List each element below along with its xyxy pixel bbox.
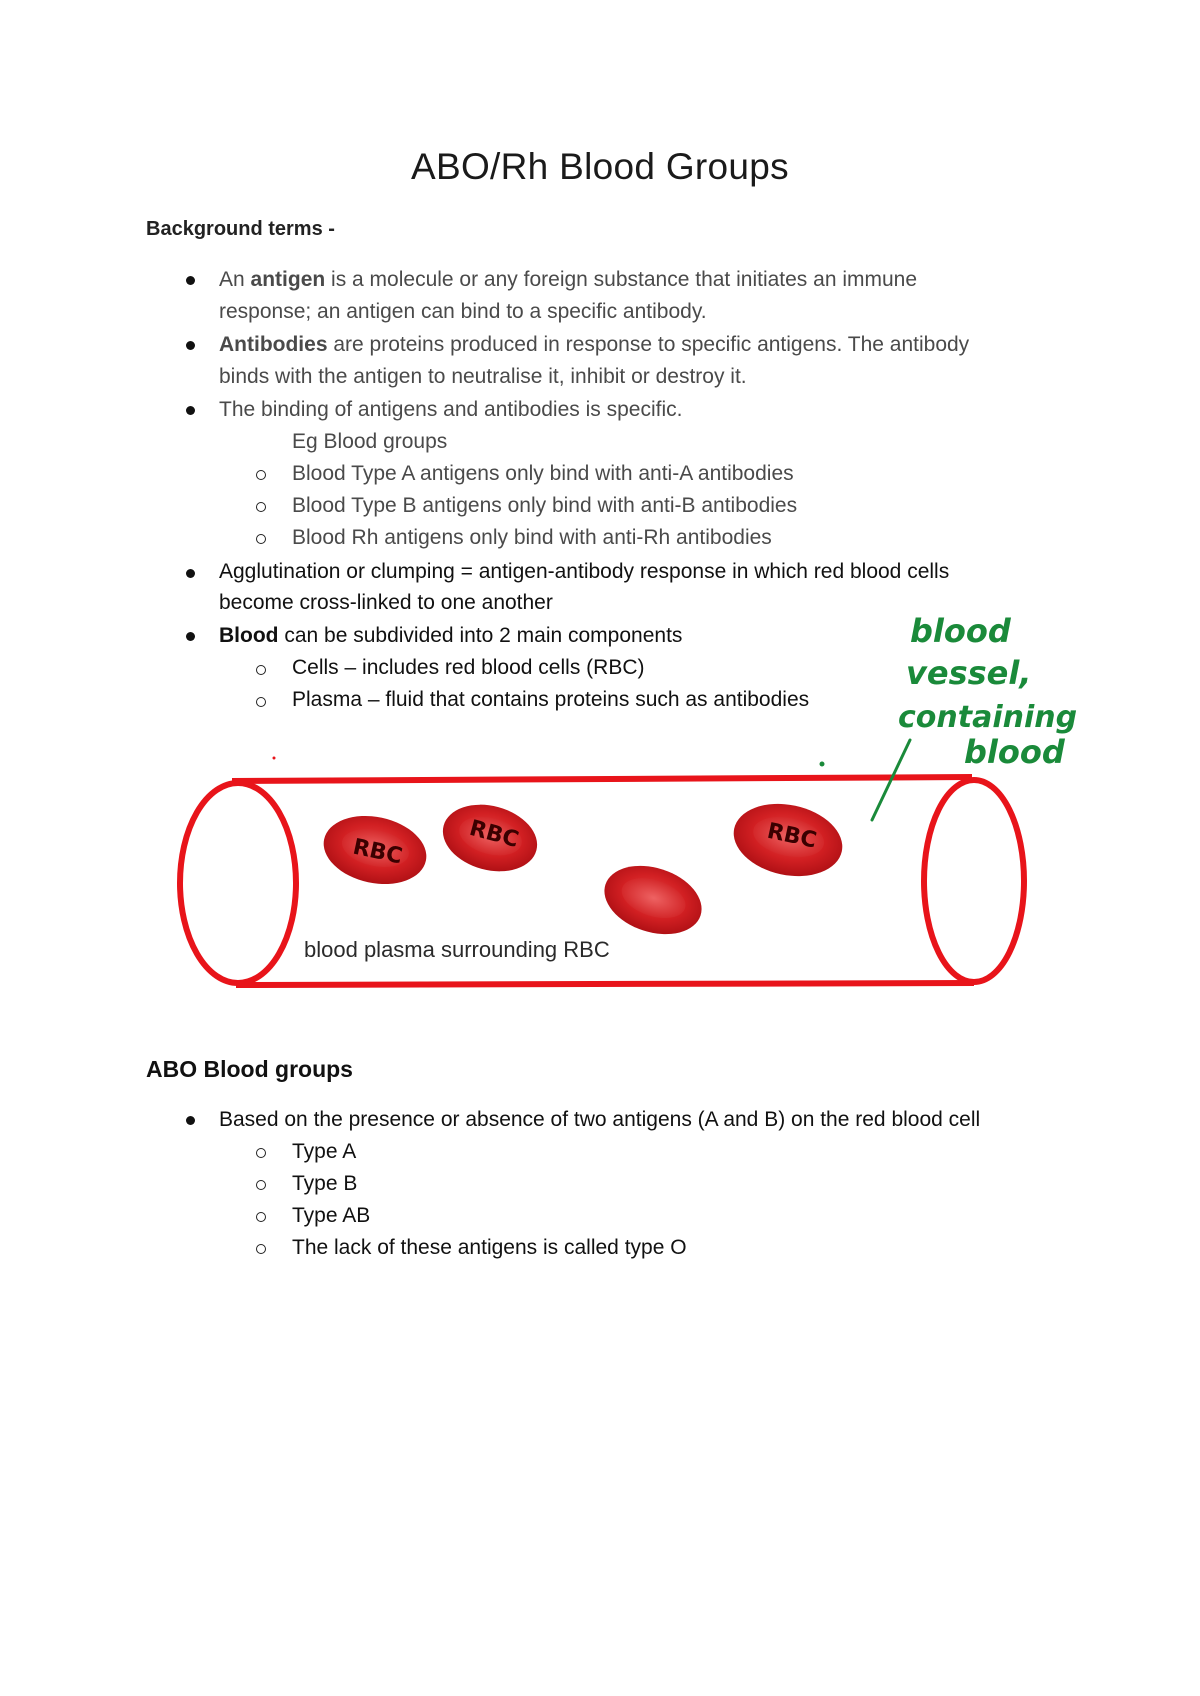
vessel-top-wall: [232, 777, 972, 781]
sub-bullet-marker: [256, 1180, 266, 1190]
antigen-definition-line2: response; an antigen can bind to a specific antibody.: [219, 300, 707, 323]
red-blood-cell: [727, 794, 849, 885]
text-run: An: [219, 268, 251, 291]
agglutination-line1: Agglutination or clumping = antigen-antibody response in which red blood cells: [219, 560, 950, 583]
binding-specific-line: The binding of antigens and antibodies is specific.: [219, 398, 683, 421]
component-item: Cells – includes red blood cells (RBC): [292, 656, 645, 679]
abo-type-item: Type B: [292, 1172, 358, 1195]
background-terms-label: Background terms -: [146, 218, 335, 240]
vessel-bottom-wall: [236, 983, 974, 985]
example-item: Blood Type B antigens only bind with anti-B antibodies: [292, 494, 798, 517]
red-blood-cell: [435, 795, 544, 882]
page-title: ABO/Rh Blood Groups: [411, 146, 789, 187]
note-line: blood: [964, 733, 1065, 771]
stray-mark: [273, 757, 276, 760]
term-blood: Blood: [219, 624, 279, 647]
annotation-dot: [820, 762, 825, 767]
term-antibodies: Antibodies: [219, 333, 328, 356]
bullet-marker: [186, 1116, 195, 1125]
handwritten-annotation: [898, 612, 1077, 771]
example-item: Blood Type A antigens only bind with anti-A antibodies: [292, 462, 794, 485]
abo-type-item: Type AB: [292, 1204, 371, 1227]
note-line: blood: [910, 612, 1011, 650]
agglutination-line2: become cross-linked to one another: [219, 591, 553, 614]
vessel-left-opening: [180, 783, 296, 983]
abo-heading: ABO Blood groups: [146, 1056, 353, 1082]
note-line: vessel,: [906, 654, 1032, 692]
text-run: is a molecule or any foreign substance that initiates an immune: [325, 268, 918, 291]
abo-intro: Based on the presence or absence of two antigens (A and B) on the red blood cell: [219, 1108, 981, 1131]
rbc-label: RBC: [466, 815, 522, 853]
sub-bullet-marker: [256, 1148, 266, 1158]
abo-type-item: Type A: [292, 1140, 357, 1163]
example-item: Blood Rh antigens only bind with anti-Rh antibodies: [292, 526, 772, 549]
sub-bullet-marker: [256, 1212, 266, 1222]
antibodies-definition-line2: binds with the antigen to neutralise it, inhibit or destroy it.: [219, 365, 747, 388]
red-blood-cell: [317, 807, 432, 893]
text-run: can be subdivided into 2 main components: [278, 624, 683, 647]
plasma-label: blood plasma surrounding RBC: [304, 937, 610, 962]
vessel-right-opening: [924, 780, 1024, 982]
sub-bullet-marker: [256, 1244, 266, 1254]
note-line: containing: [898, 700, 1078, 735]
abo-type-item: The lack of these antigens is called type O: [292, 1236, 687, 1259]
text-run: are proteins produced in response to specific antigens. The antibody: [327, 333, 970, 356]
rbc-label: RBC: [350, 834, 405, 870]
example-label: Eg Blood groups: [292, 430, 448, 453]
component-item: Plasma – fluid that contains proteins such as antibodies: [292, 688, 810, 711]
rbc-label: RBC: [764, 818, 819, 854]
red-blood-cell: [596, 854, 711, 946]
term-antigen: antigen: [250, 268, 326, 291]
